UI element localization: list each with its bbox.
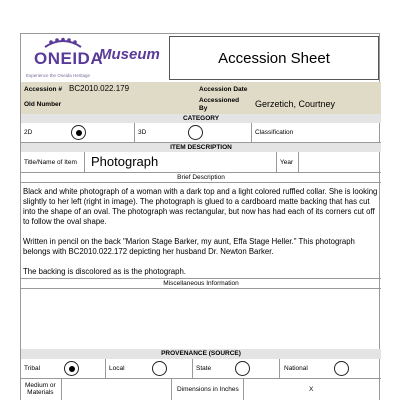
provenance-national-label: National (284, 365, 308, 372)
accessioned-by-value[interactable]: Gerzetich, Courtney (255, 99, 336, 109)
logo-tagline: Experience the Oneida Heritage (26, 73, 91, 78)
logo-text: ONEIDA (34, 49, 104, 68)
dimensions-label: Dimensions in Inches (177, 386, 239, 393)
item-name-label: Title/Name of Item (24, 159, 77, 166)
accession-sheet (20, 33, 380, 400)
provenance-state-radio[interactable] (235, 361, 250, 376)
description-paragraph: Black and white photograph of a woman with a dark top and a light colored ruffled collar. She is looking slightly to her left (right in image). The photograph is glued to a cardboard matte backing that has cut into the shape of an oval. The photograph was rectangular, but now has had each of its corners cut off to follow the oval shape. (23, 187, 378, 226)
sheet-title-text: Accession Sheet (218, 49, 330, 67)
sheet-header (21, 34, 381, 82)
medium-label-line1: Medium or (25, 382, 56, 389)
provenance-section-title: PROVENANCE (SOURCE) (21, 349, 381, 359)
category-2d-label: 2D (24, 129, 33, 136)
medium-label-line2: Materials (27, 389, 54, 396)
old-number-label: Old Number (24, 101, 62, 108)
item-name-value[interactable]: Photograph (91, 154, 159, 169)
accession-date-label: Accession Date (199, 86, 248, 93)
description-paragraph: The backing is discolored as is the photograph. (23, 267, 186, 276)
logo-beadwork-icon (43, 37, 83, 49)
divider (276, 152, 277, 173)
divider (134, 123, 135, 143)
brief-description-label: Brief Description (21, 174, 381, 183)
accessioned-by-label-line2: By (199, 105, 208, 112)
medium-label (25, 382, 56, 396)
category-row (21, 123, 381, 143)
provenance-state-label: State (196, 365, 212, 372)
provenance-row (21, 359, 381, 379)
category-2d-radio[interactable] (71, 125, 86, 140)
provenance-tribal-radio[interactable] (64, 361, 79, 376)
dimensions-separator: X (309, 386, 314, 393)
sheet-title (169, 36, 379, 80)
divider (192, 359, 193, 379)
provenance-tribal-label: Tribal (24, 365, 41, 372)
divider (61, 379, 62, 400)
provenance-local-radio[interactable] (152, 361, 167, 376)
accession-number-value[interactable]: BC2010.022.179 (69, 84, 130, 93)
provenance-national-radio[interactable] (334, 361, 349, 376)
year-label: Year (280, 159, 294, 166)
misc-info-label: Miscellaneous Information (21, 279, 381, 289)
divider (279, 359, 280, 379)
accessioned-by-label-line1: Accessioned (199, 97, 240, 104)
medium-dimensions-row (21, 379, 381, 400)
misc-info-area[interactable] (21, 289, 381, 349)
divider (251, 123, 252, 143)
accessioned-by-label (199, 97, 239, 113)
divider (84, 152, 85, 173)
item-name-row (21, 152, 381, 173)
category-3d-radio[interactable] (188, 125, 203, 140)
oneida-logo (24, 37, 110, 81)
divider (171, 379, 172, 400)
divider (298, 152, 299, 173)
divider (105, 359, 106, 379)
accession-number-label: Accession # (24, 86, 62, 93)
provenance-local-label: Local (109, 365, 125, 372)
description-paragraph: Written in pencil on the back "Marion Stage Barker, my aunt, Effa Stage Heller." This photograph belongs with BC2010.022.172 depicting her husband Dr. Newton Barker. (23, 237, 355, 256)
category-3d-label: 3D (138, 129, 147, 136)
divider (243, 379, 244, 400)
brief-description-text[interactable] (23, 187, 379, 287)
item-description-section-title: ITEM DESCRIPTION (21, 143, 381, 152)
museum-label: Museum (99, 46, 160, 63)
accession-block (21, 82, 381, 114)
classification-label: Classification (255, 129, 294, 136)
category-section-title: CATEGORY (21, 114, 381, 123)
